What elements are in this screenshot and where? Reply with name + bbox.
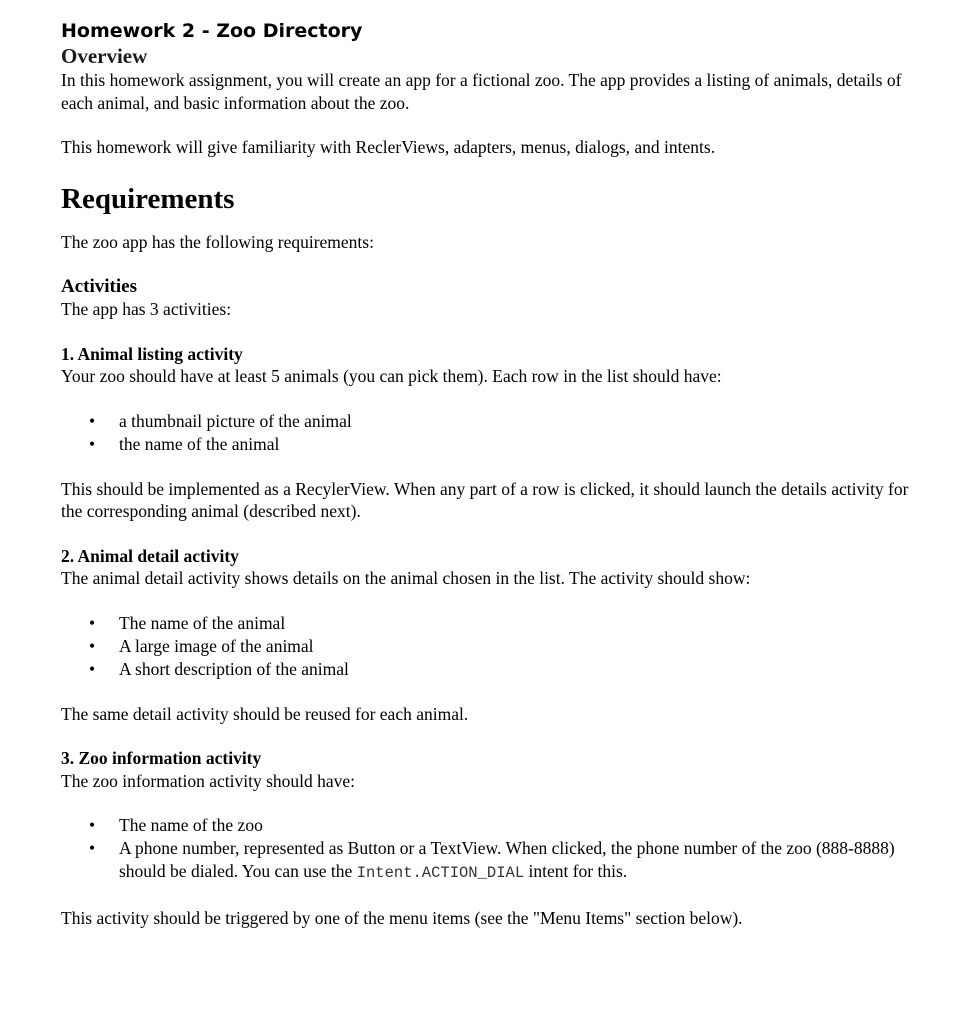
list-item: • the name of the animal [89,433,280,454]
document-title: Homework 2 - Zoo Directory [61,20,363,42]
list-item: • A short description of the animal [89,658,349,679]
activity-3-intro: The zoo information activity should have: [61,770,356,791]
bullet-icon: • [89,838,96,858]
list-item-phone: • A phone number, represented as Button or a TextView. When clicked, the phone number of the zoo (888-8888) should be dialed. You can use the Intent.ACTION_DIAL intent for this. [89,838,895,882]
activity-3-list [61,814,921,885]
overview-heading: Overview [61,44,148,68]
bullet-icon: • [89,410,96,431]
bullet-icon: • [89,658,96,679]
activity-2-list [61,612,921,681]
activity-1-list [61,410,921,456]
document-page [61,18,921,930]
overview-paragraph-1: In this homework assignment, you will create an app for a fictional zoo. The app provides a listing of animals, details of each animal, and basic information about the zoo. [61,70,902,113]
activity-1-intro: Your zoo should have at least 5 animals (you can pick them). Each row in the list should have: [61,366,722,386]
activity-2-intro: The animal detail activity shows details on the animal chosen in the list. The activity should show: [61,568,751,588]
activity-1-heading: 1. Animal listing activity [61,343,243,364]
activity-2-outro: The same detail activity should be reused for each animal. [61,703,469,724]
activities-heading: Activities [61,276,137,297]
bullet-icon: • [89,815,96,835]
list-item: • The name of the zoo [89,815,263,835]
list-item: • The name of the animal [89,612,286,633]
activity-3-outro: This activity should be triggered by one of the menu items (see the "Menu Items" section below). [61,908,743,928]
activity-1-outro: This should be implemented as a RecylerView. When any part of a row is clicked, it should launch the details activity for the corresponding animal (described next). [61,478,909,521]
requirements-heading: Requirements [61,182,235,215]
activity-2-heading: 2. Animal detail activity [61,545,239,566]
requirements-intro: The zoo app has the following requirements: [61,231,374,252]
intent-code: Intent.ACTION_DIAL [356,864,525,882]
bullet-icon: • [89,433,96,454]
bullet-icon: • [89,635,96,656]
activities-intro: The app has 3 activities: [61,299,232,319]
activity-3-heading: 3. Zoo information activity [61,748,262,768]
bullet-icon: • [89,612,96,633]
overview-paragraph-2: This homework will give familiarity with ReclerViews, adapters, menus, dialogs, and intents. [61,137,716,157]
list-item: • a thumbnail picture of the animal [89,410,352,431]
list-item: • A large image of the animal [89,635,314,656]
